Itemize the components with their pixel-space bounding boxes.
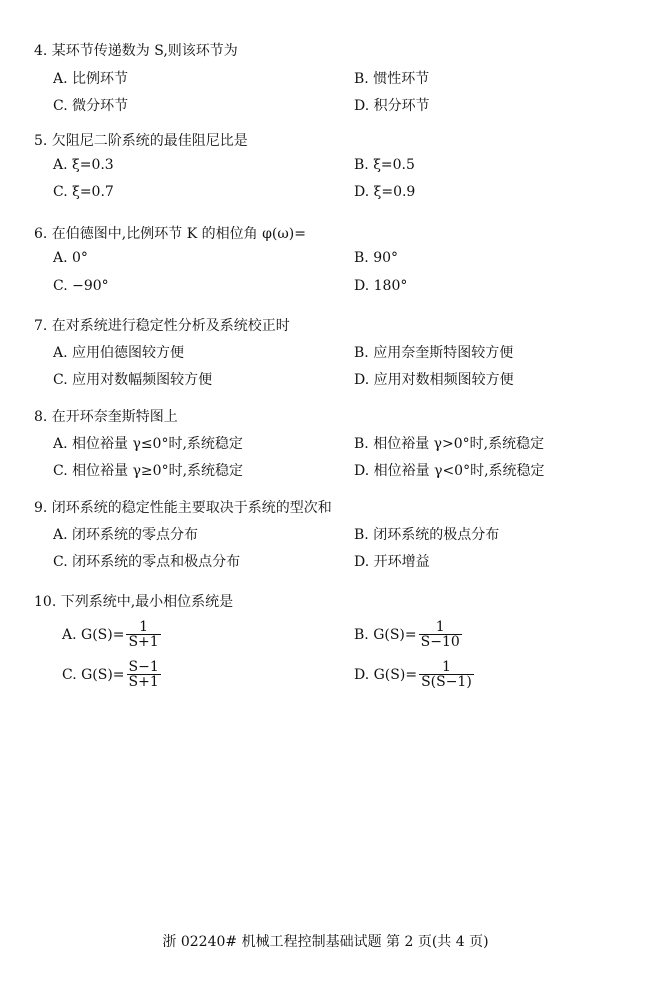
question-7-option-b: B. 应用奈奎斯特图较方便 (354, 345, 514, 361)
question-4-option-b: B. 惯性环节 (354, 71, 430, 87)
question-10-option-c (62, 660, 161, 689)
question-5-option-c: C. ξ=0.7 (53, 184, 114, 200)
option-prefix: B. G(S)= (354, 626, 417, 643)
question-8-option-a: A. 相位裕量 γ≤0°时,系统稳定 (53, 436, 243, 452)
question-5-option-a: A. ξ=0.3 (53, 157, 114, 173)
fraction (126, 620, 160, 649)
page-footer: 浙 02240# 机械工程控制基础试题 第 2 页(共 4 页) (162, 934, 489, 950)
question-7-option-d: D. 应用对数相频图较方便 (354, 372, 514, 388)
question-8-stem: 8. 在开环奈奎斯特图上 (34, 409, 178, 425)
question-9-option-d: D. 开环增益 (354, 554, 430, 570)
fraction-numerator: S−1 (128, 659, 159, 675)
question-4-option-d: D. 积分环节 (354, 98, 430, 114)
question-9-option-b: B. 闭环系统的极点分布 (354, 527, 500, 543)
question-6-option-b: B. 90° (354, 250, 399, 266)
question-4-option-c: C. 微分环节 (53, 98, 129, 114)
question-4-stem: 4. 某环节传递数为 S,则该环节为 (34, 43, 238, 59)
question-8-option-c: C. 相位裕量 γ≥0°时,系统稳定 (53, 463, 244, 479)
question-7-option-a: A. 应用伯德图较方便 (53, 345, 185, 361)
fraction (419, 660, 474, 689)
question-6-option-c: C. −90° (53, 278, 109, 294)
question-6-stem: 6. 在伯德图中,比例环节 K 的相位角 φ(ω)= (34, 226, 306, 242)
question-8-option-d: D. 相位裕量 γ<0°时,系统稳定 (354, 463, 545, 479)
question-8-option-b: B. 相位裕量 γ>0°时,系统稳定 (354, 436, 545, 452)
question-10-option-b (354, 620, 462, 649)
question-9-option-c: C. 闭环系统的零点和极点分布 (53, 554, 241, 570)
fraction-denominator: S+1 (128, 634, 159, 650)
question-5-stem: 5. 欠阻尼二阶系统的最佳阻尼比是 (34, 133, 248, 149)
question-6-option-a: A. 0° (53, 250, 88, 266)
option-prefix: A. G(S)= (62, 626, 125, 643)
fraction-numerator: 1 (441, 659, 451, 675)
question-5-option-d: D. ξ=0.9 (354, 184, 416, 200)
fraction (419, 620, 462, 649)
fraction-denominator: S(S−1) (421, 674, 472, 690)
question-6-option-d: D. 180° (354, 278, 408, 294)
question-7-option-c: C. 应用对数幅频图较方便 (53, 372, 213, 388)
fraction-denominator: S+1 (128, 674, 159, 690)
fraction-denominator: S−10 (420, 634, 460, 650)
question-7-stem: 7. 在对系统进行稳定性分析及系统校正时 (34, 318, 290, 334)
question-10-option-a (62, 620, 161, 649)
fraction-numerator: 1 (139, 619, 149, 635)
question-9-option-a: A. 闭环系统的零点分布 (53, 527, 199, 543)
question-9-stem: 9. 闭环系统的稳定性能主要取决于系统的型次和 (34, 500, 332, 516)
question-5-option-b: B. ξ=0.5 (354, 157, 415, 173)
fraction-numerator: 1 (435, 619, 445, 635)
option-prefix: C. G(S)= (62, 666, 125, 683)
question-4-option-a: A. 比例环节 (53, 71, 129, 87)
question-10-option-d (354, 660, 474, 689)
question-10-stem: 10. 下列系统中,最小相位系统是 (34, 594, 234, 610)
option-prefix: D. G(S)= (354, 666, 418, 683)
fraction (127, 660, 161, 689)
